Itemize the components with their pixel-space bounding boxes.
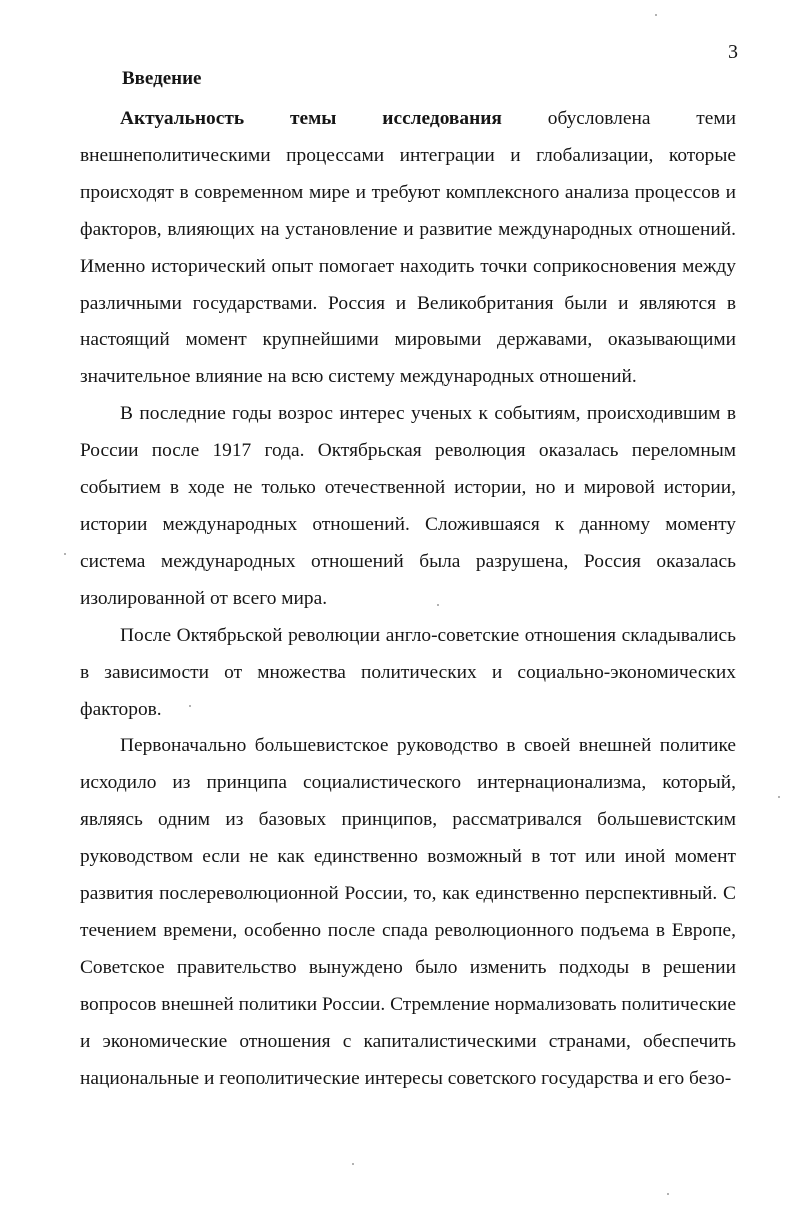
scan-speck (667, 1193, 669, 1195)
scan-speck (437, 604, 439, 606)
scan-speck (352, 1163, 354, 1165)
paragraph-relevance (80, 101, 736, 396)
relevance-lead: Актуальность темы исследования (120, 108, 502, 129)
paragraph-after-revolution: После Октябрьской революции англо-советские отношения складывались в зависимости от множества политических и социально-экономических факторов. (80, 624, 736, 720)
section-heading: Введение (122, 68, 202, 89)
paragraph-bolshevik-policy: Первоначально большевистское руководство в своей внешней политике исходило из принципа социалистического интернационализма, который, являясь одним из базовых принципов, рассматривался большевистским руководством если не как единственно возможный в тот или иной момент развития послереволюционной России, то, как единственно перспективный. С течением времени, особенно после спада революционного подъема в Европе, Советское правительство вынуждено было изменить подходы в решении вопросов внешней политики России. Стремление нормализовать политические и экономические отношения с капиталистическими странами, обеспечить национальные и геополитические интересы советского государства и его безо- (80, 735, 736, 1089)
scan-speck (64, 553, 66, 555)
scan-speck (189, 705, 191, 707)
page-number: 3 (728, 41, 738, 63)
scan-speck (778, 796, 780, 798)
scan-speck (655, 14, 657, 16)
paragraph-interest: В последние годы возрос интерес ученых к событиям, происходившим в России после 1917 года. Октябрьская революция оказалась переломным событием в ходе не только отечественной истории, но и мировой истории, истории международных отношений. Сложившаяся к данному моменту система международных отношений была разрушена, Россия оказалась изолированной от всего мира. (80, 403, 736, 609)
body-text (80, 101, 736, 1097)
relevance-text: обусловлена теми внешнеполитическими процессами интеграции и глобализации, которые происходят в современном мире и требуют комплексного анализа процессов и факторов, влияющих на установление и развитие международных отношений. Именно исторический опыт помогает находить точки соприкосновения между различными государствами. Россия и Великобритания были и являются в настоящий момент крупнейшими мировыми державами, оказывающими значительное влияние на всю систему международных отношений. (80, 108, 736, 388)
